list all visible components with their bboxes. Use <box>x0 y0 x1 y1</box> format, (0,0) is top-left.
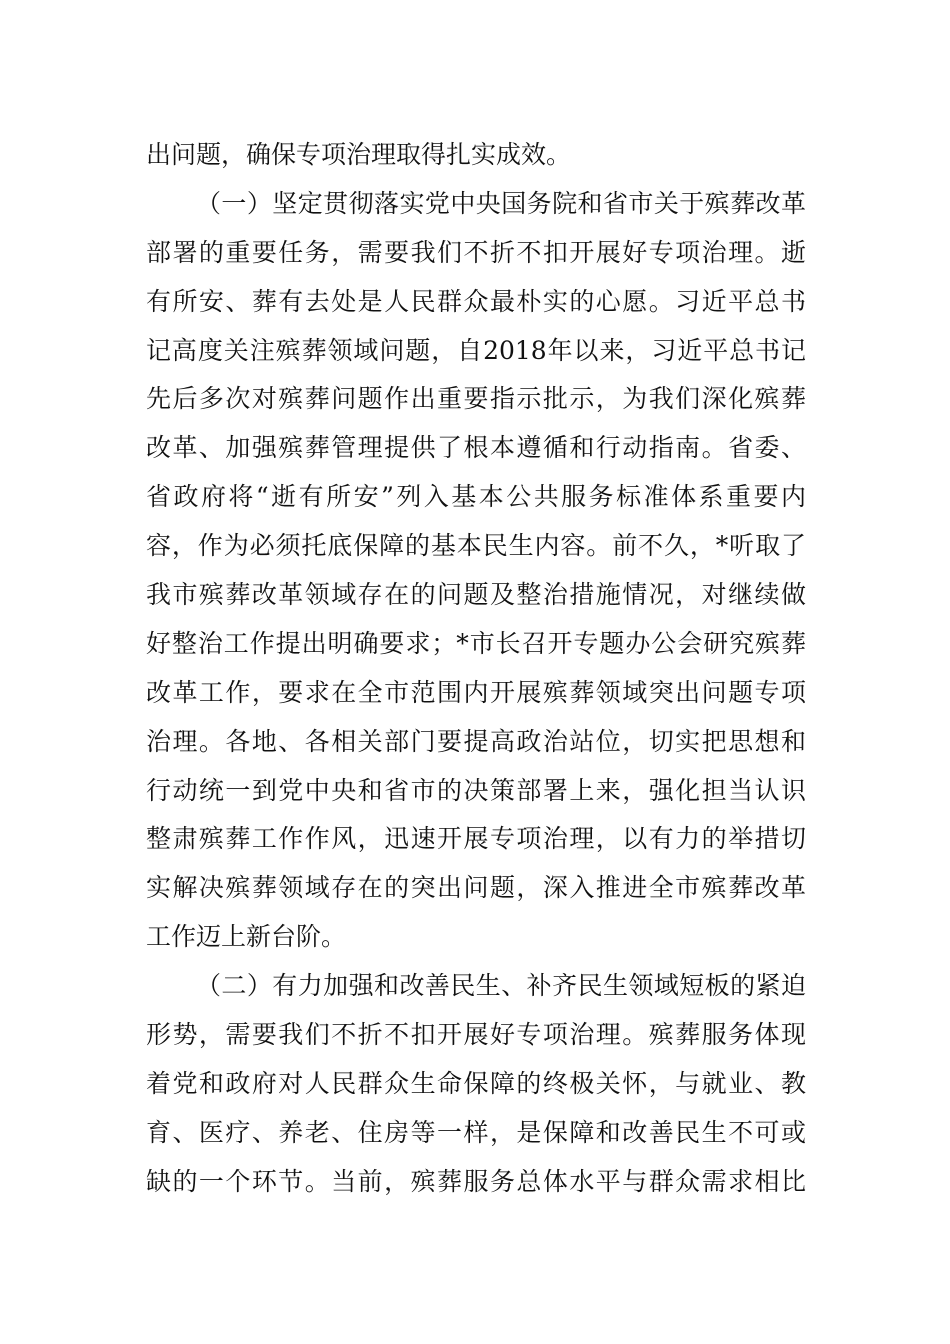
text-line: 改革、加强殡葬管理提供了根本遵循和行动指南。省委、 <box>146 433 806 463</box>
text-line: 部署的重要任务，需要我们不折不扣开展好专项治理。逝 <box>146 237 806 267</box>
text-line: 先后多次对殡葬问题作出重要指示批示，为我们深化殡葬 <box>146 384 806 414</box>
text-line: 实解决殡葬领域存在的突出问题，深入推进全市殡葬改革 <box>146 873 806 903</box>
text-line: 好整治工作提出明确要求；*市长召开专题办公会研究殡葬 <box>146 628 806 658</box>
paragraph-heading-line: （二）有力加强和改善民生、补齐民生领域短板的紧迫 <box>196 971 806 1001</box>
text-line: 治理。各地、各相关部门要提高政治站位，切实把思想和 <box>146 726 806 756</box>
text-line: 改革工作，要求在全市范围内开展殡葬领域突出问题专项 <box>146 677 806 707</box>
text-line: 我市殡葬改革领域存在的问题及整治措施情况，对继续做 <box>146 580 806 610</box>
text-line: 容，作为必须托底保障的基本民生内容。前不久，*听取了 <box>146 531 806 561</box>
text-line: 整肃殡葬工作作风，迅速开展专项治理，以有力的举措切 <box>146 824 806 854</box>
text-line: 缺的一个环节。当前，殡葬服务总体水平与群众需求相比 <box>146 1166 806 1196</box>
text-line: 行动统一到党中央和省市的决策部署上来，强化担当认识 <box>146 775 806 805</box>
text-line: 着党和政府对人民群众生命保障的终极关怀，与就业、教 <box>146 1068 806 1098</box>
text-line: 形势，需要我们不折不扣开展好专项治理。殡葬服务体现 <box>146 1020 806 1050</box>
text-line: 出问题，确保专项治理取得扎实成效。 <box>146 140 572 169</box>
text-line: 省政府将“逝有所安”列入基本公共服务标准体系重要内 <box>146 482 806 512</box>
text-line: 记高度关注殡葬领域问题，自2018年以来，习近平总书记 <box>146 335 806 365</box>
text-line: 有所安、葬有去处是人民群众最朴实的心愿。习近平总书 <box>146 286 806 316</box>
text-line: 育、医疗、养老、住房等一样，是保障和改善民生不可或 <box>146 1117 806 1147</box>
body-text <box>146 131 806 1207</box>
paragraph-heading-line: （一）坚定贯彻落实党中央国务院和省市关于殡葬改革 <box>196 188 806 218</box>
text-line: 工作迈上新台阶。 <box>146 922 347 952</box>
